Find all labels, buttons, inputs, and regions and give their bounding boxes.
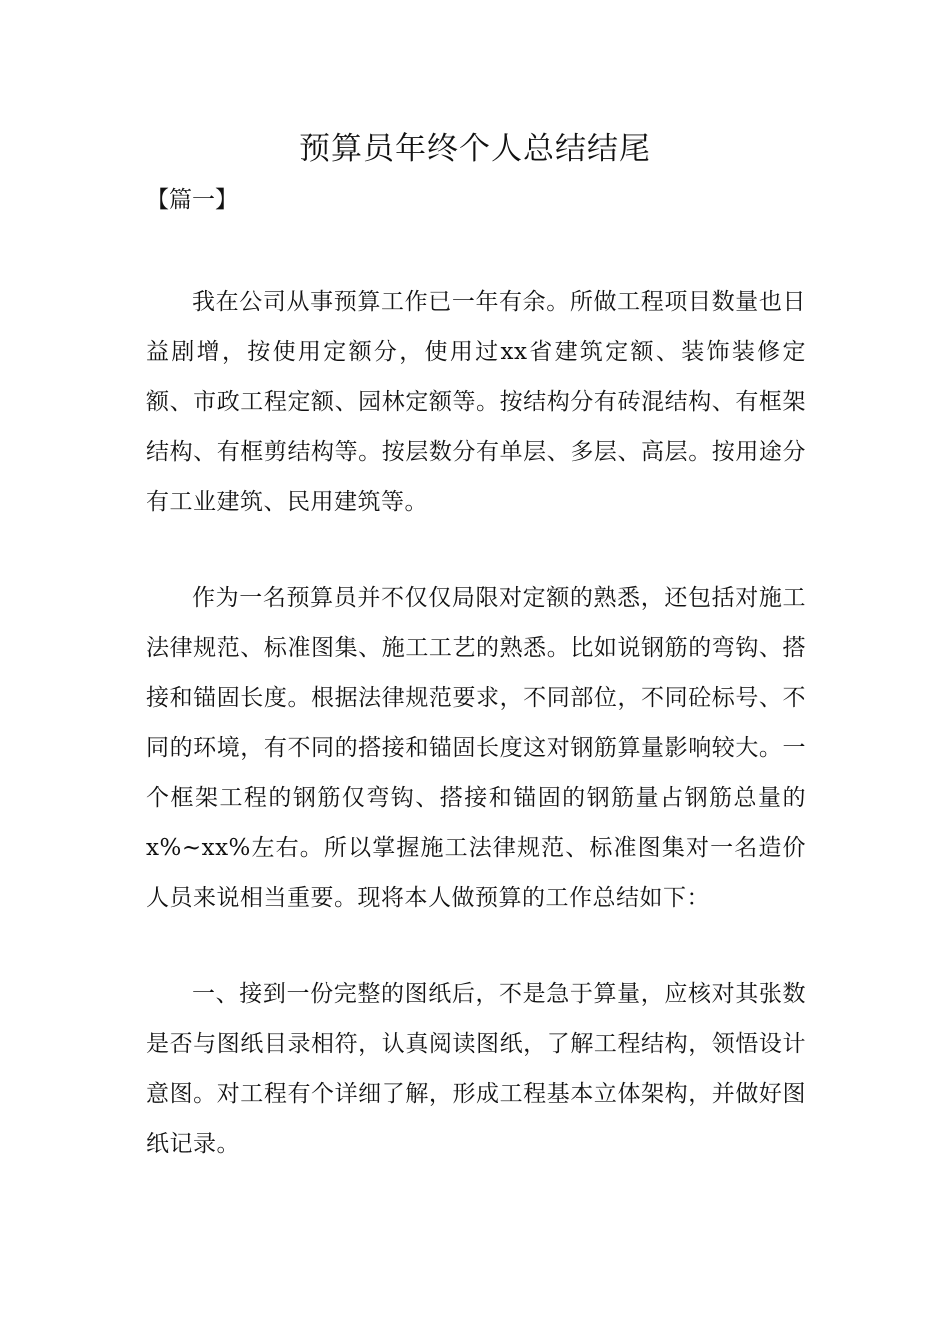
- paragraph-2: 作为一名预算员并不仅仅局限对定额的熟悉，还包括对施工法律规范、标准图集、施工工艺的熟悉。比如说钢筋的弯钩、搭接和锚固长度。根据法律规范要求，不同部位，不同砼标号、不同的环境，有不同的搭接和锚固长度这对钢筋算量影响较大。一个框架工程的钢筋仅弯钩、搭接和锚固的钢筋量占钢筋总量的x%~xx%左右。所以掌握施工法律规范、标准图集对一名造价人员来说相当重要。现将本人做预算的工作总结如下：: [146, 585, 806, 911]
- document-body: [146, 277, 806, 1215]
- paragraph-1: 我在公司从事预算工作已一年有余。所做工程项目数量也日益剧增，按使用定额分，使用过xx省建筑定额、装饰装修定额、市政工程定额、园林定额等。按结构分有砖混结构、有框架结构、有框剪结构等。按层数分有单层、多层、高层。按用途分有工业建筑、民用建筑等。: [146, 289, 806, 515]
- paragraph-3: 一、接到一份完整的图纸后，不是急于算量，应核对其张数是否与图纸目录相符，认真阅读图纸，了解工程结构，领悟设计意图。对工程有个详细了解，形成工程基本立体架构，并做好图纸记录。: [146, 981, 806, 1157]
- section-label: 【篇一】: [146, 187, 238, 213]
- document-title: 预算员年终个人总结结尾: [299, 131, 651, 167]
